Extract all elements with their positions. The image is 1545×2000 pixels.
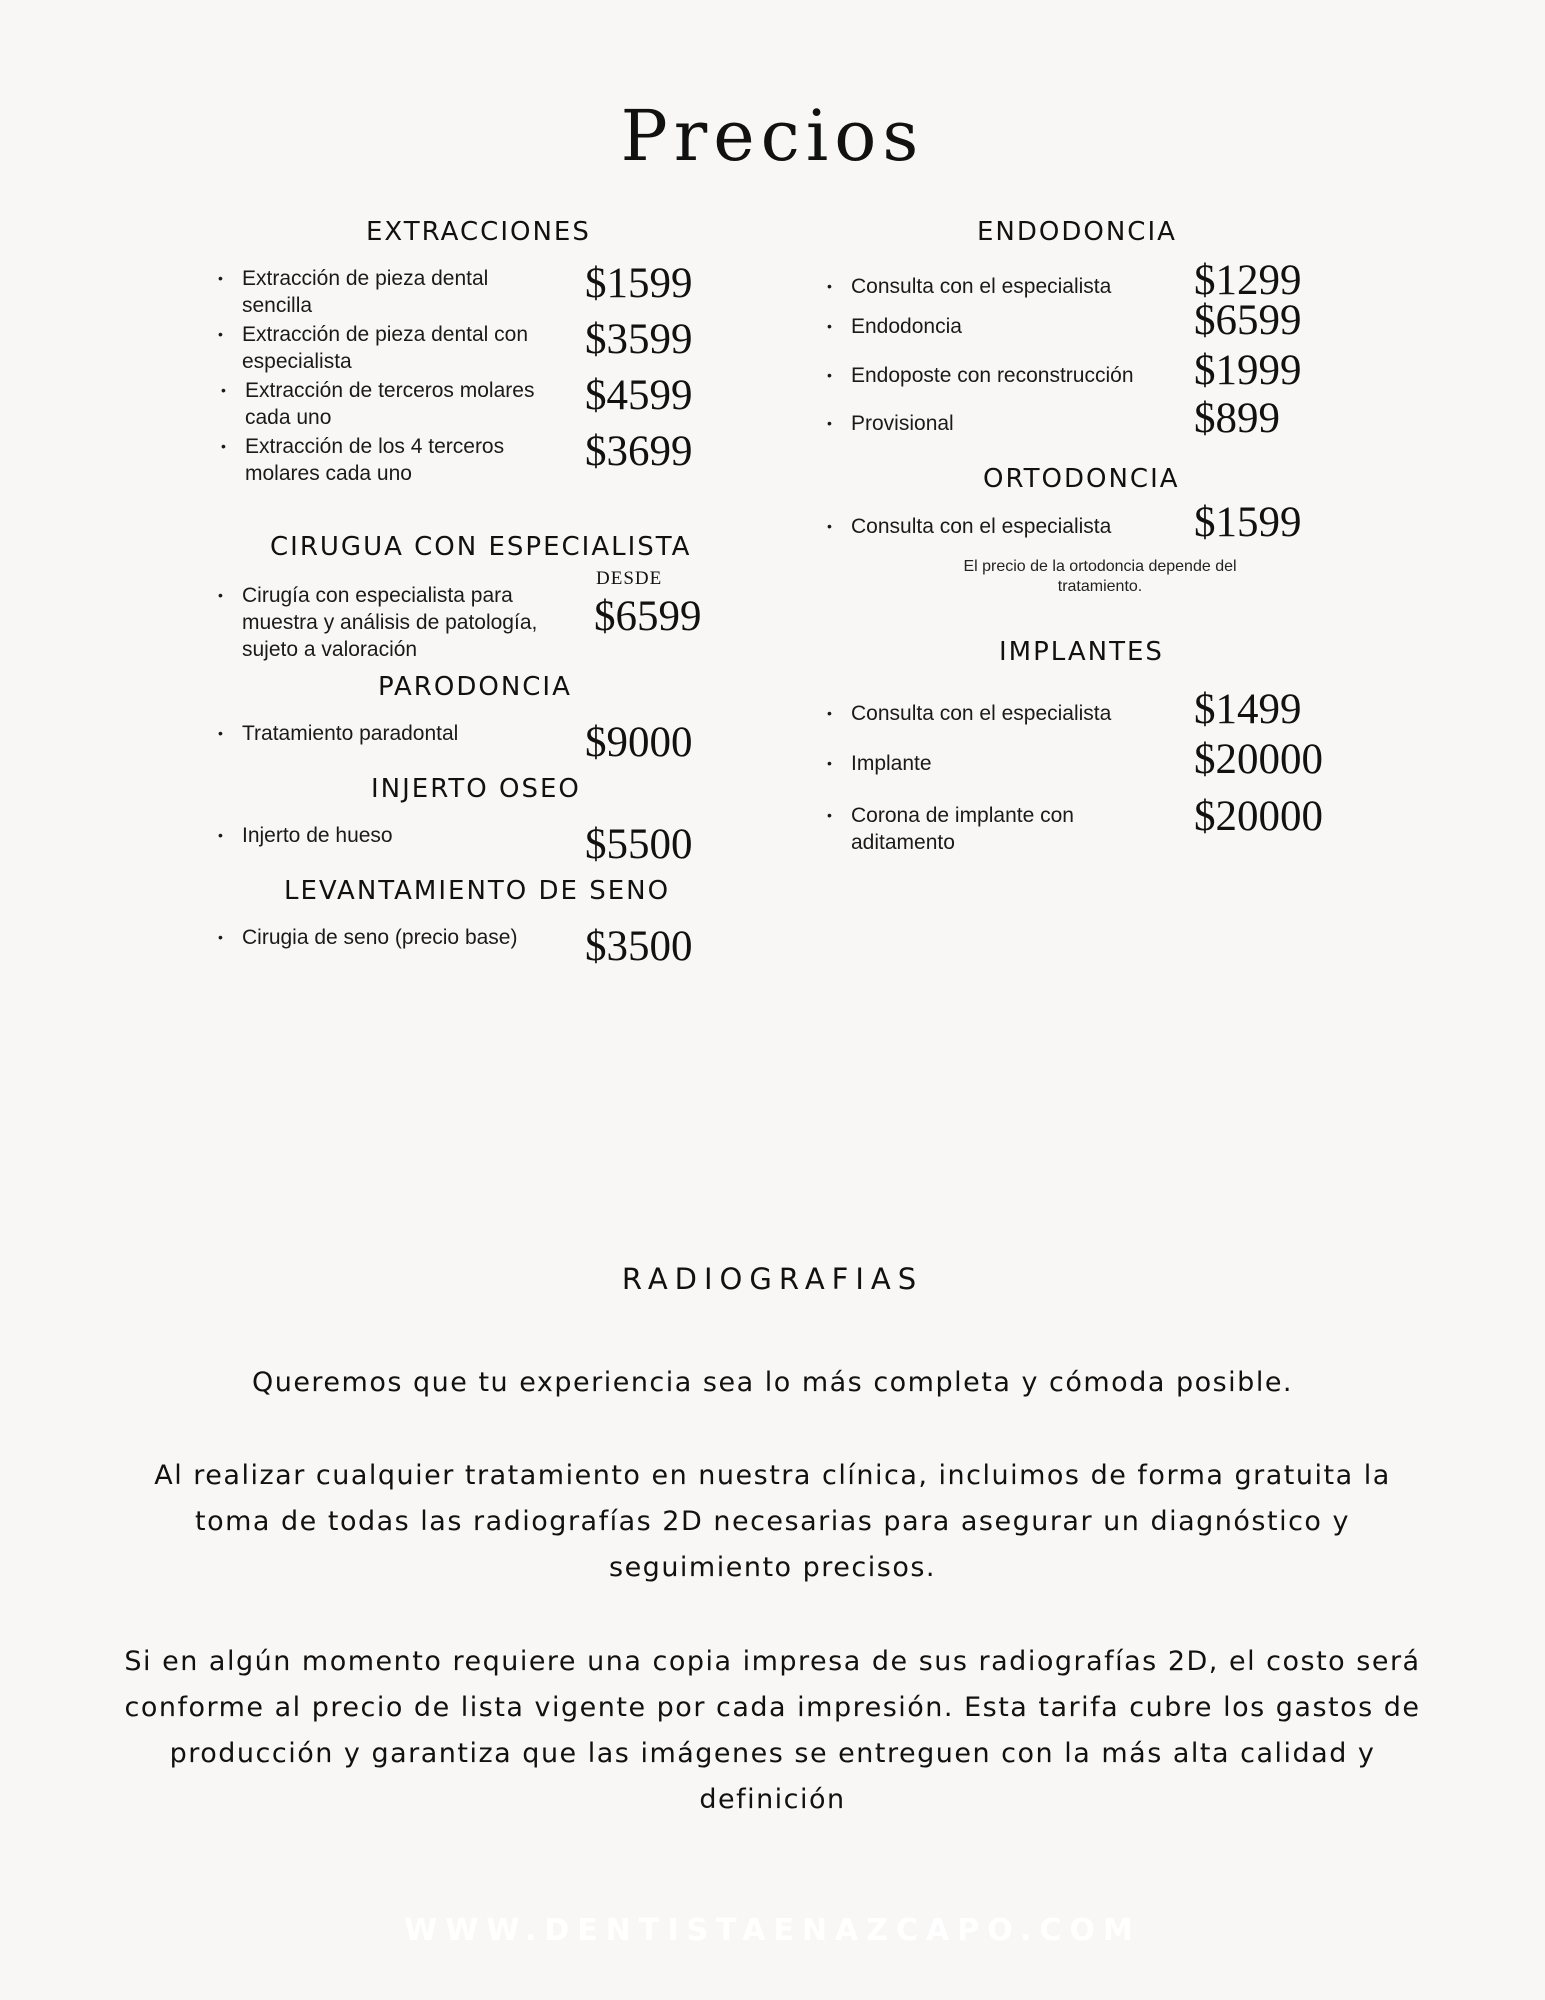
bullet-icon: •: [218, 587, 223, 603]
injerto-heading: INJERTO OSEO: [371, 774, 581, 804]
item-name: Extracción de pieza dental con especialista: [242, 323, 529, 373]
item-price: $1499: [1194, 686, 1302, 733]
item-price: $5500: [585, 821, 693, 868]
radiografias-heading: RADIOGRAFIAS: [621, 1262, 924, 1296]
bullet-icon: •: [827, 705, 832, 721]
bullet-icon: •: [221, 438, 226, 454]
paragraph: Al realizar cualquier tratamiento en nuestra clínica, incluimos de forma gratuita la toma de todas las radiografías 2D necesarias para asegurar un diagnóstico y seguimiento precisos.: [154, 1460, 1391, 1583]
item-price: $6599: [1194, 297, 1302, 344]
cirugia-heading: CIRUGUA CON ESPECIALISTA: [270, 532, 692, 562]
bullet-icon: •: [218, 929, 223, 945]
ortodoncia-note: El precio de la ortodoncia depende del tratamiento.: [963, 558, 1237, 595]
seno-heading: LEVANTAMIENTO DE SENO: [284, 876, 671, 906]
bullet-icon: •: [827, 518, 832, 534]
parodoncia-heading: PARODONCIA: [378, 672, 572, 702]
item-name: Cirugía con especialista para muestra y análisis de patología, sujeto a valoración: [242, 584, 538, 661]
bullet-icon: •: [827, 318, 832, 334]
website-url: WWW.DENTISTAENAZCAPO.COM: [404, 1913, 1141, 1948]
item-name: Cirugia de seno (precio base): [242, 926, 518, 949]
implantes-heading: IMPLANTES: [999, 637, 1164, 667]
ortodoncia-heading: ORTODONCIA: [983, 464, 1180, 494]
item-price: $20000: [1194, 736, 1323, 783]
item-price: $1999: [1194, 347, 1302, 394]
bullet-icon: •: [218, 270, 223, 286]
bullet-icon: •: [827, 755, 832, 771]
page-title: Precios: [620, 95, 925, 177]
item-name: Tratamiento paradontal: [242, 722, 459, 745]
endodoncia-heading: ENDODONCIA: [977, 217, 1177, 247]
item-price: $9000: [585, 719, 693, 766]
item-price: $3599: [585, 316, 693, 363]
paragraph: Queremos que tu experiencia sea lo más completa y cómoda posible.: [251, 1367, 1294, 1398]
item-name: Injerto de hueso: [242, 824, 393, 847]
bullet-icon: •: [221, 382, 226, 398]
item-price: $1599: [585, 260, 693, 307]
item-name: Extracción de los 4 terceros molares cada uno: [245, 435, 505, 485]
item-name: Extracción de pieza dental sencilla: [242, 267, 489, 317]
item-name: Consulta con el especialista: [851, 275, 1112, 298]
item-name: Extracción de terceros molares cada uno: [245, 379, 535, 429]
item-price: $3699: [585, 428, 693, 475]
item-price: $899: [1194, 395, 1280, 442]
item-price: $1299: [1194, 257, 1302, 304]
bullet-icon: •: [827, 415, 832, 431]
item-name: Provisional: [851, 412, 954, 435]
bullet-icon: •: [218, 827, 223, 843]
item-price: $4599: [585, 372, 693, 419]
bullet-icon: •: [827, 278, 832, 294]
item-name: Corona de implante con aditamento: [851, 804, 1074, 854]
desde-label: DESDE: [596, 568, 663, 589]
bullet-icon: •: [218, 725, 223, 741]
item-name: Consulta con el especialista: [851, 515, 1112, 538]
item-name: Endodoncia: [851, 315, 962, 338]
item-price: $20000: [1194, 793, 1323, 840]
item-name: Endoposte con reconstrucción: [851, 364, 1134, 387]
bullet-icon: •: [218, 326, 223, 342]
item-name: Consulta con el especialista: [851, 702, 1112, 725]
extracciones-heading: EXTRACCIONES: [366, 217, 591, 247]
item-price: $1599: [1194, 499, 1302, 546]
item-price: $3500: [585, 923, 693, 970]
bullet-icon: •: [827, 807, 832, 823]
item-name: Implante: [851, 752, 932, 775]
item-price: $6599: [594, 593, 702, 640]
bullet-icon: •: [827, 367, 832, 383]
paragraph: Si en algún momento requiere una copia impresa de sus radiografías 2D, el costo será conforme al precio de lista vigente por cada impresión. Esta tarifa cubre los gastos de producción y garantiza que las imágenes se entreguen con la más alta calidad y definición: [124, 1646, 1421, 1815]
